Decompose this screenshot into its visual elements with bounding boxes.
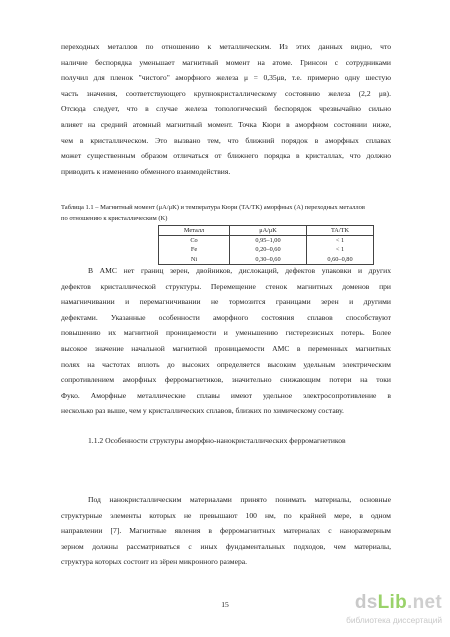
text-line: сопротивлением аморфных ферромагнетиков, значительно снижающим потери на токи: [61, 375, 391, 385]
table-cell: < 1: [307, 245, 374, 254]
caption-line: по отношению к кристаллическим (K): [61, 214, 168, 222]
text-line: получил для пленок "чистого" аморфного железа μ = 0,35μв, т.е. примерно одну шестую: [61, 73, 391, 83]
table-cell: 0,95–1,00: [230, 236, 307, 246]
table-cell: < 1: [307, 236, 374, 246]
text-line: переходных металлов по отношению к металлическим. Из этих данных видно, что: [61, 42, 391, 51]
table-header-row: [159, 226, 374, 236]
table-row: [159, 236, 374, 246]
table-cell: Ni: [159, 255, 230, 265]
text-line: Под нанокристаллическим материалами принято понимать материалы, основные: [88, 495, 391, 504]
text-line: намагничивании и перемагничивании не тормозится границами зерен и другими: [61, 297, 391, 307]
watermark-tagline: библиотека диссертаций: [346, 615, 442, 625]
table-header-moment-ratio: μA/μK: [230, 226, 307, 236]
table-header-metal: Металл: [159, 226, 230, 236]
table-cell: 0,20–0,60: [230, 245, 307, 254]
text-line: полях на частотах вплоть до высоких определяется высоким удельным электрическим: [61, 359, 391, 369]
text-line: несколько раз выше, чем у кристаллических сплавов, близких по химическому составу.: [61, 406, 344, 416]
watermark-logo: dsLib.net: [354, 592, 442, 613]
caption-line: Таблица 1.1 – Магнитный момент (μA/μK) и температура Кюри (TA/TK) аморфных (A) переходных металлов: [61, 204, 365, 211]
table-caption: [61, 203, 401, 224]
paragraph-magnetic-moment: [61, 39, 391, 179]
text-line: наличие беспорядка уменьшает магнитный момент на атоме. Гринсон с сотрудниками: [61, 57, 391, 67]
text-line: зерном должны рассматриваться с иных фундаментальных подходов, чем материалы,: [61, 541, 391, 551]
text-line: чем в кристаллическом. Это вызвано тем, что ближний порядок в аморфных сплавах: [61, 135, 391, 145]
paragraph-nanocrystalline: [61, 492, 391, 570]
text-line: структура которых состоит из зёрен микронного размера.: [61, 557, 248, 567]
text-line: направлении [7]. Магнитные явления в ферромагнитных материалах с наноразмерным: [61, 526, 391, 536]
dslib-watermark[interactable]: [322, 592, 442, 632]
text-line: В АМС нет границ зерен, двойников, дислокаций, дефектов упаковки и других: [88, 266, 391, 275]
text-line: Отсюда следует, что в случае железа топологический беспорядок чрезвычайно сильно: [61, 104, 391, 114]
table-cell: 0,60–0,80: [307, 255, 374, 265]
section-heading: 1.1.2 Особенности структуры аморфно-нанокристаллических ферромагнетиков: [88, 436, 346, 445]
table-cell: Fe: [159, 245, 230, 254]
paragraph-ams-defects: [61, 263, 391, 419]
table-header-curie-ratio: TA/TK: [307, 226, 374, 236]
text-line: повышению их магнитной проницаемости и уменьшению гистерезисных потерь. Более: [61, 328, 391, 338]
magnetic-properties-table: [158, 225, 374, 265]
text-line: часть значения, соответствующего крупнокристаллическому состоянию железа (2,2 μв).: [61, 88, 391, 98]
text-line: приводить к изменению обменного взаимодействия.: [61, 166, 231, 176]
text-line: высокое значение начальной магнитной проницаемости АМС в переменных магнитных: [61, 343, 391, 353]
text-line: может существенным образом отличаться от ближнего порядка в кристаллах, что должно: [61, 151, 391, 161]
table-row: [159, 245, 374, 254]
text-line: дефектов кристаллической структуры. Перемещение стенок магнитных доменов при: [61, 281, 391, 291]
table-cell: Co: [159, 236, 230, 246]
page-number: 15: [221, 600, 229, 609]
table-cell: 0,30–0,60: [230, 255, 307, 265]
text-line: структурные элементы которых не превышают 100 нм, по крайней мере, в одном: [61, 510, 391, 520]
text-line: влияет на средний атомный магнитный момент. Точка Кюри в аморфном состоянии ниже,: [61, 119, 391, 129]
text-line: дефектами. Указанные особенности аморфного состояния сплавов способствуют: [61, 312, 391, 322]
text-line: Фуко. Аморфные металлические сплавы имеют удельное электросопротивление в: [61, 390, 391, 400]
